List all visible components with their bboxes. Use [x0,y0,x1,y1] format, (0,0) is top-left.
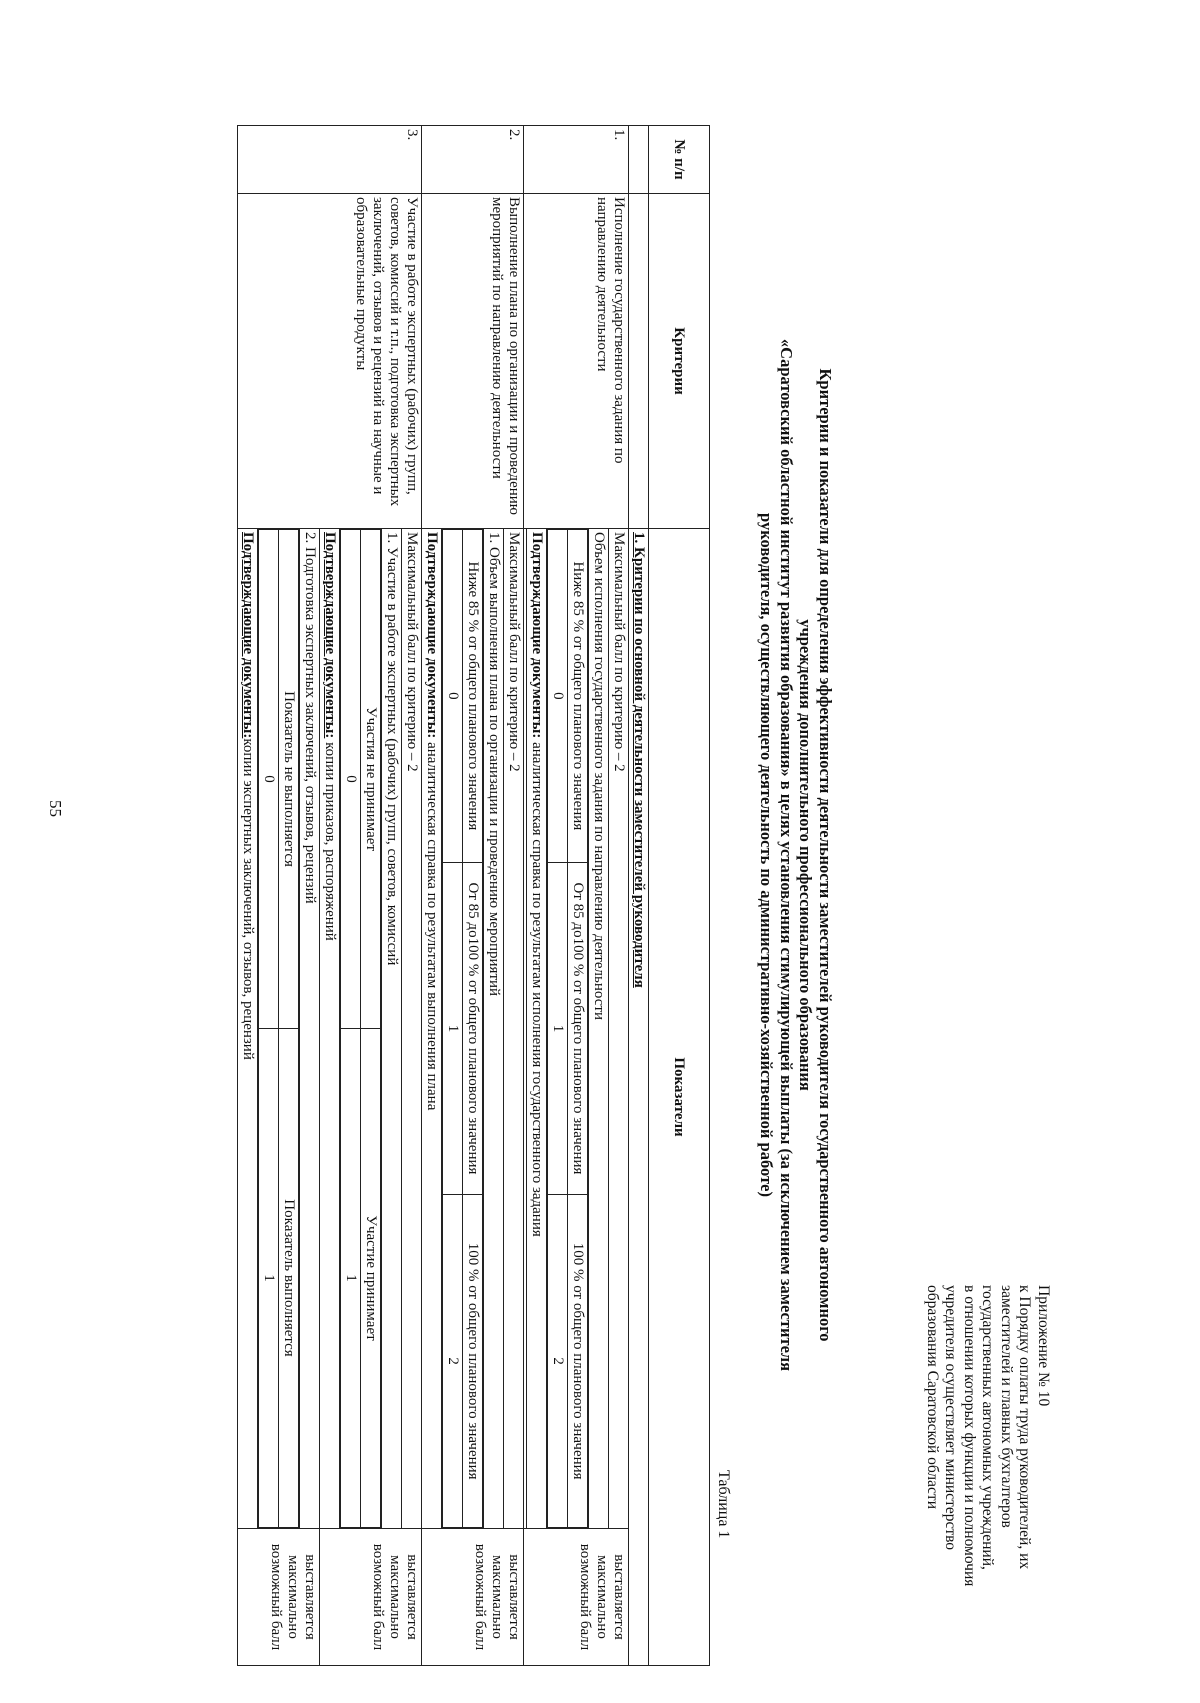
docs-text: копии экспертных заключений, отзывов, рецензий [240,738,256,1060]
docs-cell [320,529,340,1528]
levels-table [442,529,483,1528]
levels-table [258,529,299,1528]
level-yes: Участие принимает [361,1029,381,1528]
max-score: Максимальный балл по критерию – 2 [402,529,422,1529]
docs-cell [527,529,547,1529]
result-text: выставляется максимально возможный балл [422,1529,524,1666]
result-text: выставляется максимально возможный балл [238,1529,320,1666]
levels-table [547,529,588,1528]
spacer-cell [524,529,527,1529]
criterion-text: Выполнение плана по организации и проведению мероприятий по направлению деятельности [422,194,524,529]
max-score: Максимальный балл по критерию – 2 [609,529,629,1529]
indicator-title: 1. Участие в работе экспертных (рабочих) групп, советов, комиссий [381,529,401,1528]
title-line: учреждения дополнительного профессионального образования [796,619,816,1091]
docs-text: аналитическая справка по результатам выполнения плана [424,738,440,1111]
levels-cell [442,529,484,1529]
criteria-table [237,125,710,1666]
docs-text: аналитическая справка по результатам исполнения государственного задания [529,738,545,1237]
score-mid: 1 [443,862,463,1195]
score-no: 0 [341,530,361,1029]
docs-label: Подтверждающие документы: [529,532,545,739]
criterion-text: Участие в работе экспертных (рабочих) групп, советов, комиссий и т.п., подготовка экспертных заключений, отзывов и рецензий на научные и образовательные продукты [238,194,422,529]
table-row [504,126,524,1666]
score-yes: 1 [259,1029,279,1528]
document-title [757,140,835,1570]
docs-label: Подтверждающие документы: [240,532,256,739]
page-number: 55 [46,800,65,817]
table-row [402,126,422,1666]
appendix-line: в отношении которых функции и полномочия [961,1285,978,1587]
appendix-line: заместителей и главных бухгалтеров [998,1285,1015,1528]
appendix-line: Приложение № 10 [1035,1285,1052,1407]
score-no: 0 [259,530,279,1029]
table-header-row [649,126,710,1666]
section-title: 1. Критерии по основной деятельности заместителей руководителя [629,529,649,1666]
title-line: руководителя, осуществляющего деятельность по административно-хозяйственной работе) [757,513,777,1197]
appendix-line: образования Саратовской области [924,1285,941,1509]
indicator-block [320,529,402,1529]
row-number: 3. [238,126,422,194]
levels-cell [547,529,589,1529]
header-criteria: Критерии [649,194,710,529]
empty-cell [629,126,649,194]
level-yes: Показатель выполняется [279,1029,299,1528]
criterion-text: Исполнение государственного задания по направлению деятельности [524,194,629,529]
indicator-title: 2. Подготовка экспертных заключений, отзывов, рецензий [299,529,319,1528]
row-number: 2. [422,126,524,194]
level-high: 100 % от общего планового значения [568,1195,588,1528]
score-high: 2 [443,1195,463,1528]
docs-text: копии приказов, распоряжений [322,738,338,941]
level-high: 100 % от общего планового значения [463,1195,483,1528]
docs-cell [422,529,442,1529]
level-no: Показатель не выполняется [279,530,299,1029]
appendix-line: к Порядку оплаты труда руководителей, их [1016,1285,1034,1570]
appendix-line: учредителя осуществляет министерство [942,1285,960,1551]
indicator-title: Объем исполнения государственного задания по направлению деятельности [589,529,609,1529]
title-line: Критерии и показатели для определения эффективности деятельности заместителей руководителя государственного автономного [816,368,835,1342]
score-high: 2 [548,1195,568,1528]
score-low: 0 [443,530,463,863]
result-text: выставляется максимально возможный балл [524,1529,629,1666]
result-text: выставляется максимально возможный балл [320,1529,422,1666]
table-row [609,126,629,1666]
score-yes: 1 [341,1029,361,1528]
docs-label: Подтверждающие документы: [424,532,440,739]
row-number: 1. [524,126,629,194]
level-low: Ниже 85 % от общего планового значения [463,530,483,863]
score-mid: 1 [548,862,568,1195]
level-mid: От 85 до100 % от общего планового значения [463,862,483,1195]
docs-label: Подтверждающие документы: [322,532,338,739]
docs-cell [238,529,258,1528]
appendix-note [923,1285,1053,1665]
indicator-block [238,529,320,1529]
appendix-line: государственных автономных учреждений, [979,1285,997,1570]
level-low: Ниже 85 % от общего планового значения [568,530,588,863]
header-indicators: Показатели [649,529,710,1666]
empty-cell [629,194,649,529]
title-line: «Саратовский областной институт развития образования» в целях установления стимулирующей выплаты (за исключением заместителя [777,338,796,1372]
score-low: 0 [548,530,568,863]
level-mid: От 85 до100 % от общего планового значения [568,862,588,1195]
max-score: Максимальный балл по критерию – 2 [504,529,524,1529]
header-num: № п/п [649,126,710,194]
table-label: Таблица 1 [715,1470,732,1539]
level-no: Участия не принимает [361,530,381,1029]
indicator-title: 1. Объем выполнения плана по организации и проведению мероприятий [484,529,504,1529]
levels-table [340,529,381,1528]
section-row [629,126,649,1666]
